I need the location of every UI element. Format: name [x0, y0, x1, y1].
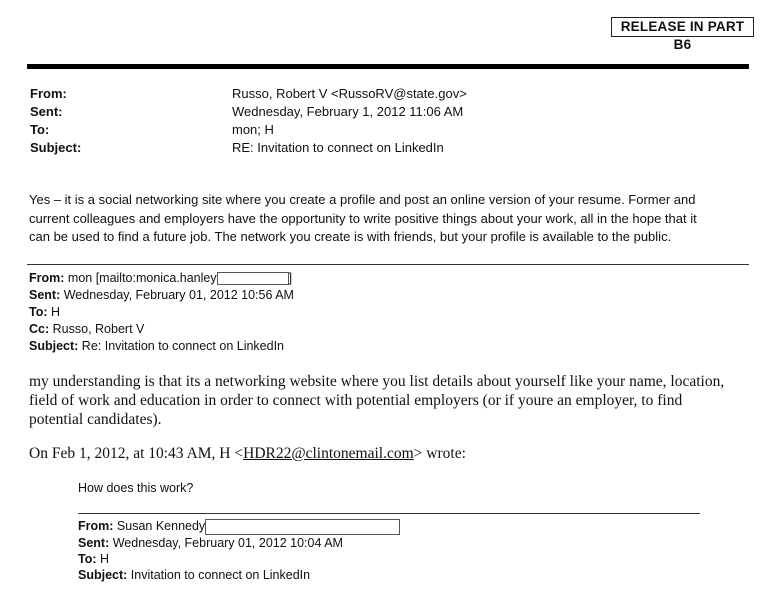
to-label: To: — [30, 122, 50, 137]
subject-value: RE: Invitation to connect on LinkedIn — [232, 140, 444, 155]
msg2-subject-value: Re: Invitation to connect on LinkedIn — [81, 339, 285, 353]
reply-line: Yes – it is a social networking site where you create a profile and post an online version of your resume. Former and — [29, 192, 696, 207]
msg3-subject-line — [78, 567, 310, 585]
message-divider — [27, 264, 749, 265]
msg3-from-value: Susan Kennedy — [116, 519, 206, 533]
msg2-to-value: H — [51, 305, 61, 319]
msg2-from-value: mon [mailto:monica.hanley — [67, 271, 217, 285]
msg2-body — [29, 372, 754, 429]
header-divider — [27, 64, 749, 69]
message-divider — [78, 513, 700, 514]
msg2-to-label: To: — [29, 305, 48, 319]
email-link[interactable]: HDR22@clintonemail.com — [243, 445, 414, 462]
msg2-sent-label: Sent: — [29, 288, 61, 302]
msg2-from-label: From: — [29, 271, 65, 285]
msg2-body-line: potential candidates). — [29, 411, 162, 428]
release-stamp: RELEASE IN PART B6 — [611, 17, 754, 37]
sent-value: Wednesday, February 1, 2012 11:06 AM — [232, 104, 464, 119]
msg2-from-line — [29, 270, 292, 288]
msg3-from-label: From: — [78, 519, 114, 533]
msg2-sent-value: Wednesday, February 01, 2012 10:56 AM — [63, 288, 294, 302]
msg2-body-line: field of work and education in order to connect with potential employers (or if youre an employer, to find — [29, 392, 683, 409]
msg3-subject-value: Invitation to connect on LinkedIn — [130, 568, 311, 582]
msg3-to-label: To: — [78, 552, 97, 566]
reply-body — [29, 191, 749, 247]
redaction-box — [205, 519, 400, 535]
quote-attribution — [29, 444, 466, 463]
msg2-sent-line — [29, 287, 294, 305]
attribution-suffix: > wrote: — [413, 445, 466, 462]
msg3-subject-label: Subject: — [78, 568, 128, 582]
msg2-to-line — [29, 304, 60, 322]
reply-line: can be used to find a future job. The network you create is with friends, but your profile is available to the public. — [29, 229, 672, 244]
attribution-prefix: On Feb 1, 2012, at 10:43 AM, H < — [29, 445, 244, 462]
msg2-cc-value: Russo, Robert V — [52, 322, 145, 336]
msg2-cc-label: Cc: — [29, 322, 50, 336]
to-value: mon; H — [232, 122, 274, 137]
sent-label: Sent: — [30, 104, 63, 119]
from-label: From: — [30, 86, 67, 101]
msg3-sent-label: Sent: — [78, 536, 110, 550]
subject-label: Subject: — [30, 140, 82, 155]
msg3-to-line — [78, 551, 109, 569]
msg3-sent-line — [78, 535, 343, 553]
msg2-from-close: ] — [288, 271, 293, 285]
from-value: Russo, Robert V <RussoRV@state.gov> — [232, 86, 467, 101]
msg2-cc-line — [29, 321, 144, 339]
redaction-box — [217, 272, 289, 285]
msg2-body-line: my understanding is that its a networking website where you list details about yourself like your name, location, — [29, 373, 725, 390]
msg3-sent-value: Wednesday, February 01, 2012 10:04 AM — [112, 536, 343, 550]
msg2-subject-label: Subject: — [29, 339, 79, 353]
msg3-from-line — [78, 518, 400, 536]
msg3-to-value: H — [100, 552, 110, 566]
reply-line: current colleagues and employers have the opportunity to write positive things about your work, all in the hope that it — [29, 210, 697, 226]
h-body: How does this work? — [78, 481, 194, 495]
msg2-subject-line — [29, 338, 284, 356]
